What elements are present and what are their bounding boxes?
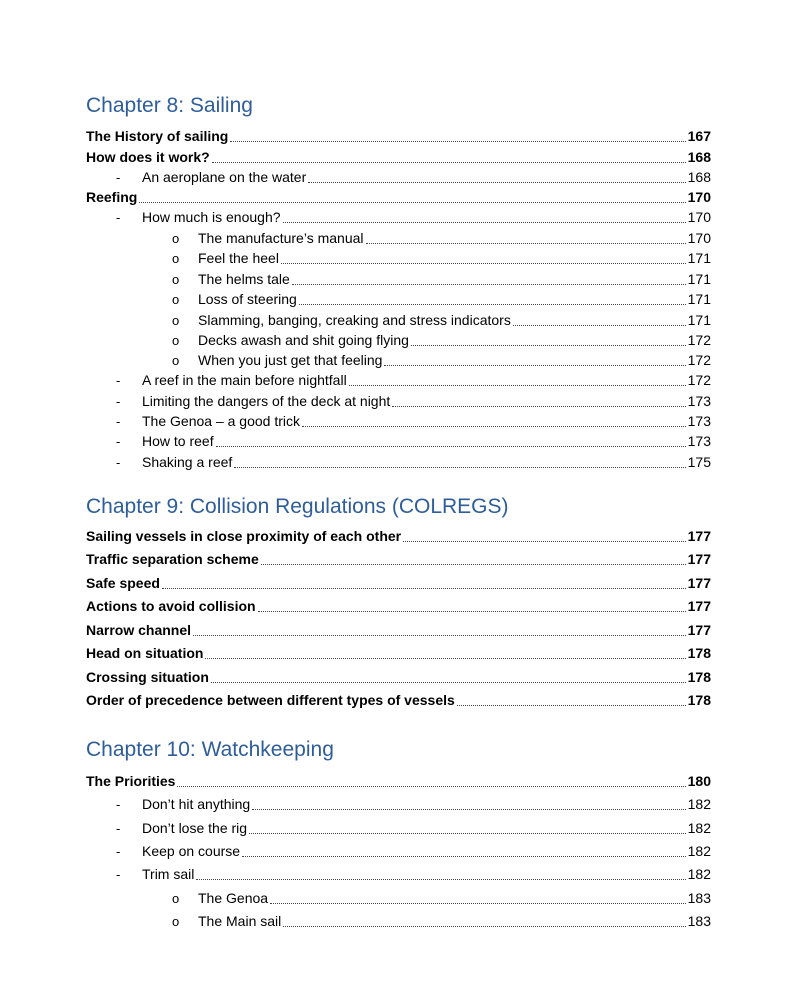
toc-entry[interactable] [86, 371, 711, 389]
dot-leader [283, 222, 686, 223]
circle-bullet: o [172, 914, 180, 929]
toc-page-number: 167 [687, 128, 711, 144]
toc-entry[interactable] [86, 148, 711, 166]
toc-entry-title: Order of precedence between different types of vessels [86, 692, 455, 708]
toc-entry-title: Decks awash and shit going flying [198, 332, 409, 348]
toc-page-number: 170 [687, 189, 711, 205]
toc-entry[interactable] [86, 453, 711, 471]
toc-entry[interactable] [86, 889, 711, 907]
toc-entry-title: How much is enough? [142, 209, 281, 225]
toc-entry[interactable] [86, 229, 711, 247]
toc-page-number: 175 [687, 454, 711, 470]
toc-page-number: 177 [687, 575, 711, 591]
dash-bullet: - [116, 373, 121, 388]
toc-page-number: 173 [687, 433, 711, 449]
toc-page-number: 178 [687, 645, 711, 661]
toc-entry[interactable] [86, 290, 711, 308]
dot-leader [457, 705, 686, 706]
dot-leader [211, 682, 686, 683]
dot-leader [292, 284, 686, 285]
toc-entry[interactable] [86, 270, 711, 288]
toc-entry-title: The Priorities [86, 773, 176, 789]
circle-bullet: o [172, 333, 180, 348]
chapter-10-title: Chapter 10: Watchkeeping [86, 738, 334, 761]
toc-entry[interactable] [86, 795, 711, 813]
circle-bullet: o [172, 251, 180, 266]
toc-entry[interactable] [86, 311, 711, 329]
toc-entry[interactable] [86, 331, 711, 349]
dot-leader [230, 141, 685, 142]
dot-leader [384, 365, 685, 366]
circle-bullet: o [172, 292, 180, 307]
dot-leader [299, 304, 686, 305]
toc-entry-title: How does it work? [86, 149, 210, 165]
toc-entry[interactable] [86, 691, 711, 709]
toc-entry-title: Head on situation [86, 645, 204, 661]
toc-entry[interactable] [86, 527, 711, 545]
toc-entry[interactable] [86, 432, 711, 450]
dash-bullet: - [116, 821, 121, 836]
toc-page-number: 177 [687, 622, 711, 638]
toc-page-number: 171 [687, 271, 711, 287]
toc-entry-title: The manufacture’s manual [198, 230, 364, 246]
toc-page-number: 173 [687, 413, 711, 429]
toc-page-number: 172 [687, 352, 711, 368]
toc-entry[interactable] [86, 668, 711, 686]
toc-page-number: 170 [687, 209, 711, 225]
toc-entry-title: Don’t lose the rig [142, 820, 248, 836]
dash-bullet: - [116, 455, 121, 470]
toc-entry-title: Narrow channel [86, 622, 192, 638]
dash-bullet: - [116, 434, 121, 449]
dash-bullet: - [116, 394, 121, 409]
dot-leader [196, 879, 685, 880]
chapter-8-title: Chapter 8: Sailing [86, 94, 253, 117]
dot-leader [302, 426, 686, 427]
dot-leader [242, 856, 686, 857]
toc-entry-title: Crossing situation [86, 669, 209, 685]
toc-entry-title: The History of sailing [86, 128, 229, 144]
toc-entry-title: Sailing vessels in close proximity of each other [86, 528, 402, 544]
toc-page-number: 173 [687, 393, 711, 409]
toc-entry-title: Trim sail [142, 866, 195, 882]
toc-entry[interactable] [86, 574, 711, 592]
toc-entry[interactable] [86, 392, 711, 410]
dash-bullet: - [116, 210, 121, 225]
toc-page-number: 172 [687, 332, 711, 348]
dot-leader [139, 202, 685, 203]
toc-entry-title: Slamming, banging, creaking and stress indicators [198, 312, 511, 328]
toc-entry[interactable] [86, 127, 711, 145]
toc-entry[interactable] [86, 412, 711, 430]
toc-entry-title: The Main sail [198, 913, 282, 929]
toc-page-number: 168 [687, 169, 711, 185]
toc-page-number: 182 [687, 843, 711, 859]
circle-bullet: o [172, 231, 180, 246]
toc-entry[interactable] [86, 772, 711, 790]
toc-entry[interactable] [86, 842, 711, 860]
toc-page-number: 177 [687, 528, 711, 544]
toc-entry-title: Feel the heel [198, 250, 279, 266]
toc-page-number: 183 [687, 913, 711, 929]
dot-leader [261, 564, 686, 565]
dot-leader [216, 446, 686, 447]
toc-entry[interactable] [86, 819, 711, 837]
toc-entry-title: An aeroplane on the water [142, 169, 307, 185]
dot-leader [366, 243, 686, 244]
toc-entry-title: How to reef [142, 433, 214, 449]
circle-bullet: o [172, 272, 180, 287]
toc-page-number: 171 [687, 312, 711, 328]
toc-entry[interactable] [86, 644, 711, 662]
circle-bullet: o [172, 891, 180, 906]
toc-page-number: 183 [687, 890, 711, 906]
dot-leader [513, 325, 686, 326]
toc-entry-title: Keep on course [142, 843, 241, 859]
toc-entry-title: Safe speed [86, 575, 160, 591]
dash-bullet: - [116, 844, 121, 859]
toc-entry-title: Don’t hit anything [142, 796, 251, 812]
circle-bullet: o [172, 353, 180, 368]
toc-entry[interactable] [86, 912, 711, 930]
dot-leader [411, 345, 686, 346]
toc-entry[interactable] [86, 550, 711, 568]
toc-page-number: 182 [687, 866, 711, 882]
toc-page-number: 170 [687, 230, 711, 246]
chapter-9-title: Chapter 9: Collision Regulations (COLREGS) [86, 495, 509, 518]
toc-entry[interactable] [86, 351, 711, 369]
dot-leader [252, 809, 685, 810]
toc-page-number: 177 [687, 551, 711, 567]
dot-leader [177, 786, 685, 787]
toc-entry[interactable] [86, 208, 711, 226]
toc-entry-title: When you just get that feeling [198, 352, 383, 368]
dot-leader [392, 406, 685, 407]
toc-page-number: 180 [687, 773, 711, 789]
toc-page-number: 171 [687, 291, 711, 307]
toc-entry-title: Limiting the dangers of the deck at night [142, 393, 391, 409]
toc-entry[interactable] [86, 188, 711, 206]
toc-page-number: 178 [687, 669, 711, 685]
dot-leader [281, 263, 686, 264]
toc-page-number: 172 [687, 372, 711, 388]
toc-entry-title: The Genoa – a good trick [142, 413, 300, 429]
dot-leader [249, 833, 686, 834]
dot-leader [162, 588, 686, 589]
toc-entry[interactable] [86, 249, 711, 267]
toc-entry[interactable] [86, 621, 711, 639]
dot-leader [349, 385, 686, 386]
toc-page-number: 168 [687, 149, 711, 165]
toc-entry-title: Loss of steering [198, 291, 297, 307]
dash-bullet: - [116, 797, 121, 812]
toc-entry-title: The Genoa [198, 890, 269, 906]
dot-leader [212, 162, 686, 163]
toc-entry-title: Reefing [86, 189, 138, 205]
toc-entry[interactable] [86, 597, 711, 615]
toc-page-number: 182 [687, 796, 711, 812]
dot-leader [258, 611, 686, 612]
toc-entry-title: A reef in the main before nightfall [142, 372, 347, 388]
toc-entry-title: Traffic separation scheme [86, 551, 259, 567]
dash-bullet: - [116, 414, 121, 429]
dot-leader [308, 182, 685, 183]
dot-leader [234, 467, 685, 468]
toc-entry-title: Shaking a reef [142, 454, 233, 470]
toc-entry[interactable] [86, 168, 711, 186]
circle-bullet: o [172, 313, 180, 328]
toc-entry-title: Actions to avoid collision [86, 598, 256, 614]
dot-leader [270, 903, 686, 904]
toc-page-number: 178 [687, 692, 711, 708]
toc-entry[interactable] [86, 865, 711, 883]
toc-page-number: 171 [687, 250, 711, 266]
dot-leader [205, 658, 685, 659]
toc-page-number: 177 [687, 598, 711, 614]
dot-leader [403, 541, 686, 542]
dash-bullet: - [116, 170, 121, 185]
dot-leader [283, 926, 685, 927]
dash-bullet: - [116, 867, 121, 882]
toc-entry-title: The helms tale [198, 271, 290, 287]
dot-leader [193, 635, 686, 636]
toc-page-number: 182 [687, 820, 711, 836]
